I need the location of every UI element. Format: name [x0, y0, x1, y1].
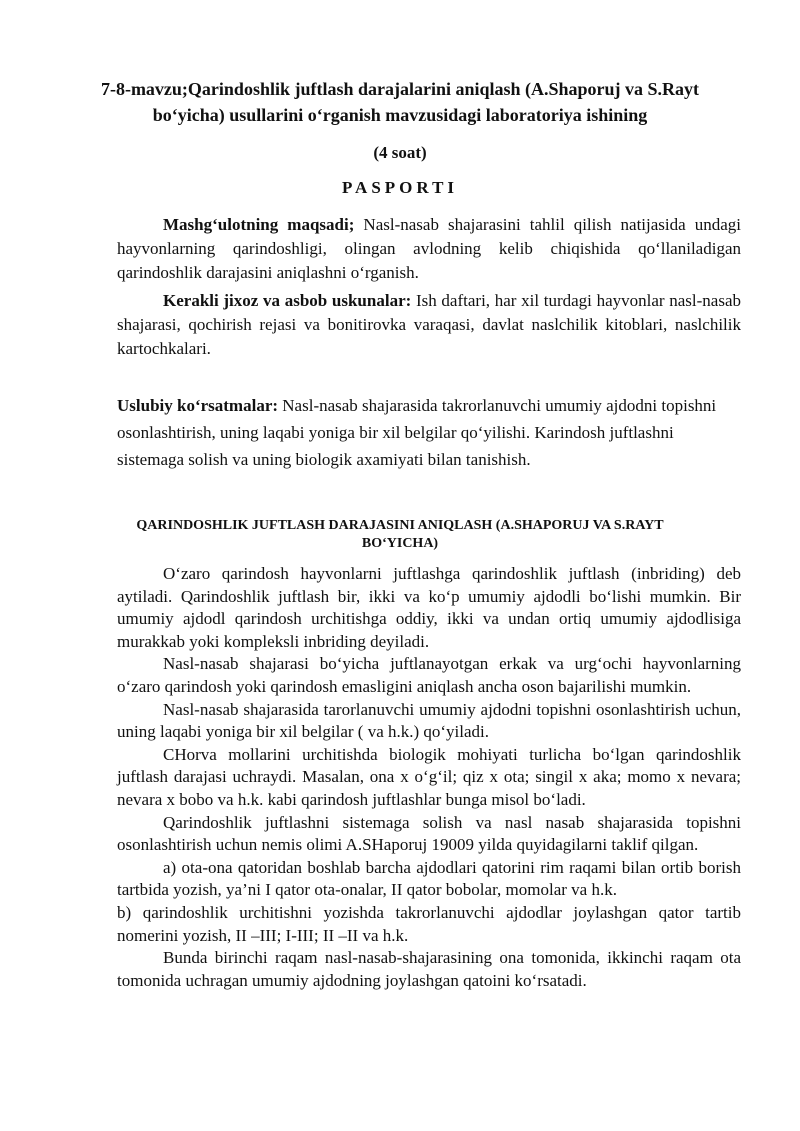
section-body — [117, 563, 741, 992]
body-paragraph: a) ota-ona qatoridan boshlab barcha ajdodlari qatorini rim raqami bilan ortib borish tartbida yozish, ya’ni I qator ota-onalar, II qator bobolar, momolar va h.k. — [117, 857, 741, 900]
hours-label: (4 soat) — [373, 143, 427, 162]
method-label: Uslubiy ko‘rsatmalar: — [117, 396, 279, 415]
body-paragraph: CHorva mollarini urchitishda biologik mohiyati turlicha bo‘lgan qarindoshlik juftlash darajasi uchraydi. Masalan, ona x o‘g‘il; qiz x ota; singil x aka; momo x nevara; nevara x bobo va h.k. kabi qarindosh juftlashlar bunga misol bo‘ladi. — [117, 744, 741, 809]
method-paragraph — [117, 392, 741, 473]
section-title: QARINDOSHLIK JUFTLASH DARAJASINI ANIQLASH (A.SHAPORUJ VA S.RAYT BO‘YICHA) — [136, 518, 664, 551]
goal-text: Nasl-nasab shajarasini tahlil qilish natijasida undagi hayvonlarning qarindoshligi, olingan avlodning kelib chiqishida qo‘llaniladigan qarindoshlik darajasini aniqlashni o‘rganish. — [117, 215, 741, 282]
body-paragraph: b) qarindoshlik urchitishni yozishda takrorlanuvchi ajdodlar joylashgan qator tartib nomerini yozish, II –III; I-III; II –II va h.k. — [117, 902, 741, 945]
body-paragraph: Bunda birinchi raqam nasl-nasab-shajarasining ona tomonida, ikkinchi raqam ota tomonida uchragan umumiy ajdodning joylashgan qatoini ko‘rsatadi. — [117, 948, 741, 990]
goal-paragraph — [117, 213, 741, 285]
body-paragraph: Qarindoshlik juftlashni sistemaga solish va nasl nasab shajarasida topishni osonlashtirish uchun nemis olimi A.SHaporuj 19009 yilda quyidagilarni taklif qilgan. — [117, 812, 741, 855]
body-paragraph: Nasl-nasab shajarasi bo‘yicha juftlanayotgan erkak va urg‘ochi hayvonlarning o‘zaro qarindosh yoki qarindosh emasligini aniqlash ancha oson bajarilishi mumkin. — [117, 654, 741, 696]
goal-label: Mashg‘ulotning maqsadi; — [163, 215, 355, 234]
equipment-paragraph — [117, 289, 741, 361]
equipment-text: Ish daftari, har xil turdagi hayvonlar nasl-nasab shajarasi, qochirish rejasi va bonitirovka varaqasi, davlat naslchilik kitoblari, naslchilik kartochkalari. — [117, 291, 741, 358]
passport-heading: PASPORTI — [341, 178, 459, 197]
body-paragraph: O‘zaro qarindosh hayvonlarni juftlashga qarindoshlik juftlash (inbriding) deb aytiladi. Qarindoshlik juftlash bir, ikki va ko‘p umumiy ajdodli bo‘lishi mumkin. Bir umumiy ajdodl qarindosh urchitishga oddiy, ikki va undan ortiq umumiy ajdodlisiga murakkab yoki kompleksli inbriding deyiladi. — [117, 564, 741, 651]
equipment-label: Kerakli jixoz va asbob uskunalar: — [163, 291, 412, 310]
document-title: 7-8-mavzu;Qarindoshlik juftlash darajalarini aniqlash (A.Shaporuj va S.Rayt bo‘yicha) usullarini o‘rganish mavzusidagi laboratoriya ishining — [100, 79, 700, 125]
body-paragraph: Nasl-nasab shajarasida tarorlanuvchi umumiy ajdodni topishni osonlashtirish uchun, uning laqabi yoniga bir xil belgilar ( va h.k.) qo‘yiladi. — [117, 699, 741, 742]
method-text: Nasl-nasab shajarasida takrorlanuvchi umumiy ajdodni topishni osonlashtirish, uning laqabi yoniga bir xil belgilar qo‘yilishi. Karindosh juftlashni sistemaga solish va uning biologik axamiyati bilan tanishish. — [117, 396, 717, 469]
